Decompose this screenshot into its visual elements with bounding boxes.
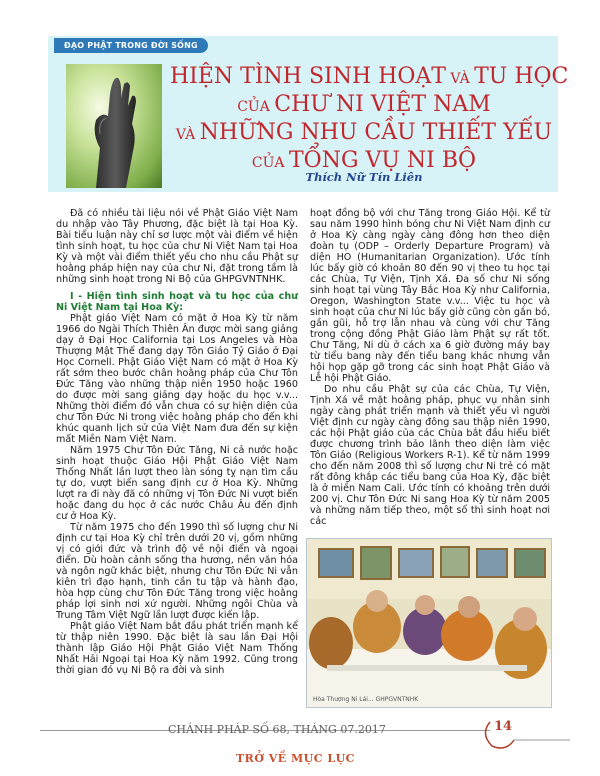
page-number: 14 [494,719,513,734]
buddha-hand-photo [66,64,162,188]
back-to-toc-link[interactable]: TRỞ VỀ MỤC LỤC [236,752,355,765]
author-name: Thích Nữ Tín Liên [305,170,423,184]
title-line-3: VÀ NHỮNG NHU CẦU THIẾT YẾU [175,120,553,145]
intro-paragraph: Đã có nhiều tài liệu nói về Phật Giáo Việt Nam du nhập vào Tây Phương, đặc biệt là tại Hoa Kỳ. Bài tiểu luận này chỉ sơ lược một vài điểm về hiện tình sinh hoạt, tu học của chư Ni Việt Nam tại Hoa Kỳ và một vài điểm thiết yếu cho nhu cầu Phật sự hoằng pháp hiện nay của chư Ni, đặt trong tầm là những sinh hoạt trong Ni Bộ của GHPGVNTNHK. [56,208,298,285]
page-ornament-icon [470,712,580,756]
title-line-2: CỦA CHƯ NI VIỆT NAM [237,92,491,117]
photo-caption: Hòa Thượng Ni Lái... GHPGVNTNHK [313,696,419,703]
title-line-4: CỦA TỔNG VỤ NI BỘ [251,148,477,173]
article-column-right [310,208,550,527]
paragraph: Phật giáo Việt Nam có mặt ở Hoa Kỳ từ năm 1966 do Ngài Thích Thiên Ân được mời sang giảng dạy ở Đại Học California tại Los Angeles và Hòa Thượng Mật Thể đang dạy Tôn Giáo Tỷ Giáo ở Đại Học Cornell. Phật Giáo Việt Nam có mặt ở Hoa Kỳ rất sớm theo bước chân hoằng pháp của Chư Tôn Đức Tăng vào những thập niên 1950 hoặc 1960 do được mời sang giảng dạy hoặc du học v.v... Những thời điểm đó vẫn chưa có sự hiện diện của chư Tôn Đức Ni trong việc hoằng pháp cho đến khi khúc quanh lịch sử của Việt Nam đưa đến sự kiện mất Miền Nam Việt Nam. [56,313,298,445]
issue-label: CHÁNH PHÁP SỐ 68, THÁNG 07.2017 [168,723,386,736]
section-heading: I - Hiện tình sinh hoạt và tu học của chư Ni Việt Nam tại Hoa Kỳ: [56,291,298,313]
nuns-meeting-photo [306,538,552,708]
article-column-left [56,208,298,676]
paragraph: Năm 1975 Chư Tôn Đức Tăng, Ni cả nước hoặc sinh hoạt thuộc Giáo Hội Phật Giáo Việt Nam Thống Nhất lần lượt theo làn sóng tỵ nạn tìm cầu tự do, vượt biển sang định cư ở Hoa Kỳ. Những lượt ra đi này đã có những vị Tôn Đức Ni vượt biển hoặc đang du học ở các nước Châu Âu đến định cư ở Hoa Kỳ. [56,445,298,522]
article-title [170,64,569,176]
paragraph: Phật giáo Việt Nam bắt đầu phát triển mạnh kể từ thập niên 1990. Đặc biệt là sau lần Đại Hội thành lập Giáo Hội Phật Giáo Việt Nam Thống Nhất Hải Ngoại tại Hoa Kỳ năm 1992. Cũng trong thời gian đó vụ Ni Bộ ra đời và sinh [56,621,298,676]
paragraph: hoạt đồng bộ với chư Tăng trong Giáo Hội. Kể từ sau năm 1990 hình bóng chư Ni Việt Nam định cư ở Hoa Kỳ càng ngày càng đông hơn theo diện đoàn tụ (ODP – Orderly Departure Program) và diện HO (Humanitarian Organization). Ước tính lúc bấy giờ có khoản 80 đến 90 vị theo tu học tại các Chùa, Tự Viện, Tịnh Xá. Đa số chư Ni sống sinh hoạt tại vùng Tây Bắc Hoa Kỳ như California, Oregon, Washington State v.v... Việc tu học và sinh hoạt của chư Ni lúc bấy giờ cũng còn gắn bó, gần gũi, hỗ trợ lẫn nhau và cùng với chư Tăng trong cộng đồng Phật Giáo làm Phật sự rất tốt. Chư Tăng, Ni dù ở cách xa 6 giờ đường máy bay từ tiểu bang này đến tiểu bang khác nhưng vẫn hội họp gặp gỡ trong các sinh hoạt Phật Giáo và Lễ hội Phật Giáo. [310,208,550,384]
paragraph: Từ năm 1975 cho đến 1990 thì số lượng chư Ni định cư tại Hoa Kỳ chỉ trên dưới 20 vị, gồm những vị có giới đức và trình độ về nội điển và ngoại điển. Dù hoàn cảnh sống tha hương, nền văn hóa và ngôn ngữ khác biệt, nhưng chư Tôn Đức Ni vẫn kiên trì đạo hạnh, tinh cần tu tập và hành đạo, hòa hợp cùng chư Tôn Đức Tăng trong việc hoằng pháp lợi sinh nơi xứ người. Những ngôi Chùa và Trung Tâm Việt Ngữ lần lượt được kiến lập. [56,522,298,621]
title-line-1: HIỆN TÌNH SINH HOẠT VÀ TU HỌC [170,64,569,89]
paragraph: Do nhu cầu Phật sự của các Chùa, Tự Viện, Tịnh Xá về mặt hoằng pháp, phục vụ nhân sinh ngày càng phát triển mạnh và thiết yếu vì người Việt định cư ngày càng đông sau thập niên 1990, các hội Phật giáo của các Chùa bắt đầu hiểu biết được chương trình bảo lãnh theo diện làm việc Tôn Giáo (Religious Workers R-1). Kể từ năm 1999 cho đến năm 2008 thì số lượng chư Ni trẻ có mặt rất đông khắp các tiểu bang của Hoa Kỳ, đặc biệt là ở miền Nam Cali. Ước tính có khoảng trên dưới 200 vị. Chư Tôn Đức Ni sang Hoa Kỳ từ năm 2005 và những năm tiếp theo, một số thì sinh hoạt nơi các [310,384,550,527]
section-label: ĐẠO PHẬT TRONG ĐỜI SỐNG [54,38,208,53]
